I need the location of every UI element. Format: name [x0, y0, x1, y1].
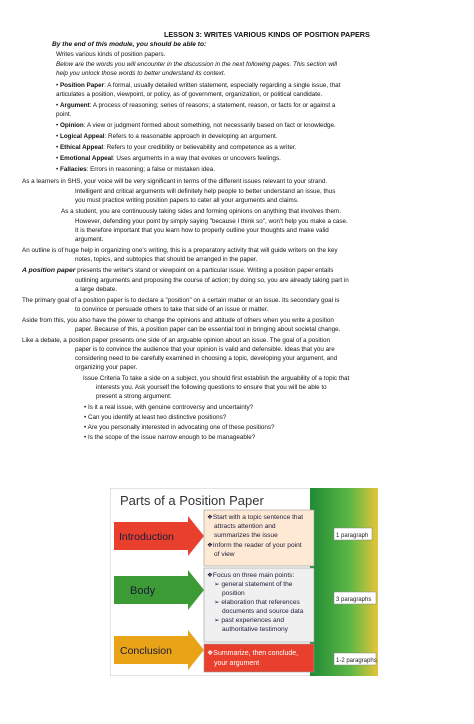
paragraph-line: argument. — [75, 236, 104, 243]
term-definition: : Errors in reasoning; a false or mistaken idea. — [86, 166, 216, 173]
term-definition-cont: point. — [56, 111, 72, 118]
question-text: Can you identify at least two distinctive positions? — [87, 414, 227, 421]
objective-heading: By the end of this module, you should be able to: — [52, 41, 207, 48]
question-item: • Is it a real issue, with genuine controversy and uncertainty? — [84, 404, 254, 411]
position-paper-term: A position paper — [22, 267, 76, 274]
body-arrow — [114, 570, 204, 610]
parts-of-position-paper-diagram — [110, 488, 378, 676]
paragraph-line: The primary goal of a position paper is to declare a "position" on a certain matter or an issue. Its secondary goal is — [22, 297, 340, 304]
term-item: • Ethical Appeal: Refers to your credibility or believability and competence as a writer. — [56, 144, 297, 151]
introduction-point: ❖Inform the reader of your point — [207, 542, 302, 549]
term-name: Fallacies — [59, 166, 87, 173]
paragraph-line: As a learners in SHS, your voice will be very significant in terms of the different issues relevant to your strand. — [22, 178, 328, 185]
conclusion-point: your argument — [214, 660, 260, 667]
body-note: 3 paragraphs — [336, 597, 372, 603]
paragraph-line: outlining arguments and proposing the course of action; by doing so, you are already taking part in — [75, 277, 349, 284]
diagram-title: Parts of a Position Paper — [120, 493, 264, 508]
term-item: • Opinion: A view or judgment formed about something, not necessarily based on fact or knowledge. — [56, 122, 336, 129]
paragraph-line: interests you. Ask yourself the following questions to ensure that you will be able to — [96, 384, 327, 391]
term-definition-cont: articulates a position, viewpoint, or policy, as of government, organization, or political candidate. — [56, 91, 323, 98]
question-text: Is the scope of the issue narrow enough to be manageable? — [87, 434, 256, 441]
term-definition: : A view or judgment formed about something, not necessarily based on fact or knowledge. — [83, 122, 336, 129]
paragraph-line: Issue Criteria To take a side on a subject, you should first establish the arguability of a topic that — [83, 375, 350, 382]
question-text: Are you personally interested in advocating one of these positions? — [87, 424, 275, 431]
question-text: Is it a real issue, with genuine controversy and uncertainty? — [87, 404, 254, 411]
term-name: Opinion — [59, 122, 84, 129]
conclusion-label: Conclusion — [120, 645, 172, 657]
paragraph-line: Like a debate, a position paper presents one side of an arguable opinion about an issue. The goal of a position — [22, 337, 330, 344]
paragraph-line: you must practice writing position papers to cater all your arguments and claims. — [75, 197, 299, 204]
objective-item: Writes various kinds of position papers. — [56, 51, 166, 58]
term-item: • Position Paper: A formal, usually detailed written statement, especially regarding a single issue, that — [56, 82, 341, 89]
paragraph-line: considering need to be carefully examined in choosing a topic, developing your argument, and — [75, 355, 338, 362]
vocab-intro-line: Below are the words you will encounter in the discussion in the next following pages. This section will — [56, 61, 338, 68]
introduction-point: of view — [214, 551, 235, 558]
paragraph-line: Aside from this, you also have the power to change the opinions and attitude of others when you write a position — [22, 317, 334, 324]
body-point: position — [222, 590, 245, 597]
introduction-point: summarizes the issue — [214, 532, 278, 539]
paragraph-line — [22, 267, 333, 275]
term-name: Ethical Appeal — [59, 144, 104, 151]
paragraph-line: paper is to convince the audience that your opinion is valid and defensible. Ideas that you are — [75, 346, 335, 353]
term-name: Argument — [59, 102, 90, 109]
term-definition: : A process of reasoning; series of reasons; a statement, reason, or facts for or against a — [89, 102, 336, 109]
paragraph-line: An outline is of huge help in organizing one's writing, this is a preparatory activity that will guide writers on the key — [22, 247, 338, 254]
body-label: Body — [130, 585, 156, 597]
term-name: Emotional Appeal — [59, 155, 113, 162]
question-item: • Can you identify at least two distinctive positions? — [84, 414, 227, 421]
body-point: ❖Focus on three main points: — [207, 572, 295, 579]
introduction-label: Introduction — [119, 531, 174, 543]
term-name: Logical Appeal — [59, 133, 105, 140]
paragraph-line: present a strong argument: — [96, 393, 172, 400]
term-item: • Logical Appeal: Refers to a reasonable approach in developing an argument. — [56, 133, 278, 140]
question-item: • Is the scope of the issue narrow enough to be manageable? — [84, 434, 256, 441]
paragraph-line: It is therefore important that you learn how to properly outline your thoughts and make valid — [75, 227, 329, 234]
term-name: Position Paper — [59, 82, 105, 89]
term-definition: : A formal, usually detailed written statement, especially regarding a single issue, that — [104, 82, 341, 89]
term-item: • Argument: A process of reasoning; series of reasons; a statement, reason, or facts for or against a — [56, 102, 336, 109]
paragraph-text: presents the writer's stand or viewpoint on a particular issue. Writing a position paper entails — [75, 267, 334, 274]
body-point: ➢ elaboration that references — [214, 599, 300, 606]
term-item: • Emotional Appeal: Uses arguments in a way that evokes or uncovers feelings. — [56, 155, 281, 162]
paragraph-line: organizing your paper. — [75, 364, 138, 371]
introduction-point: ❖Start with a topic sentence that — [207, 514, 304, 521]
paragraph-line: a large debate. — [75, 286, 118, 293]
body-point: ➢ past experiences and — [214, 617, 285, 624]
vocab-intro-line: help you unlock those words to better understand its context. — [56, 70, 226, 77]
paragraph-line: As a student, you are continuously taking sides and forming opinions on anything that involves them. — [61, 208, 342, 215]
term-item: • Fallacies: Errors in reasoning; a false or mistaken idea. — [56, 166, 216, 173]
body-point: documents and source data — [222, 608, 304, 615]
term-definition: : Uses arguments in a way that evokes or uncovers feelings. — [112, 155, 281, 162]
introduction-point: attracts attention and — [214, 523, 276, 530]
page-title: LESSON 3: WRITES VARIOUS KINDS OF POSITION PAPERS — [164, 30, 370, 39]
conclusion-box — [204, 644, 314, 672]
paragraph-line: Intelligent and critical arguments will definitely help people to better understand an issue, thus — [75, 188, 336, 195]
paragraph-line: notes, topics, and subtopics that should be arranged in the paper. — [75, 256, 258, 263]
paragraph-line: to convince or persuade others to take that side of an issue or matter. — [75, 306, 269, 313]
paragraph-line: However, defending your point by simply saying "because I think so", won't help you make a case. — [75, 218, 348, 225]
introduction-note: 1 paragraph — [336, 533, 369, 539]
term-definition: : Refers to your credibility or believability and competence as a writer. — [103, 144, 297, 151]
conclusion-note: 1-2 paragraphs — [336, 658, 377, 664]
paragraph-line: paper. Because of this, a position paper can be essential tool in bringing about societal change. — [75, 326, 341, 333]
conclusion-point: ❖Summarize, then conclude, — [207, 650, 299, 657]
body-point: authoritative testimony — [222, 626, 288, 633]
question-item: • Are you personally interested in advocating one of these positions? — [84, 424, 275, 431]
term-definition: : Refers to a reasonable approach in developing an argument. — [104, 133, 278, 140]
body-point: ➢ general statement of the — [214, 581, 293, 588]
diagram-side-panel — [310, 488, 378, 676]
